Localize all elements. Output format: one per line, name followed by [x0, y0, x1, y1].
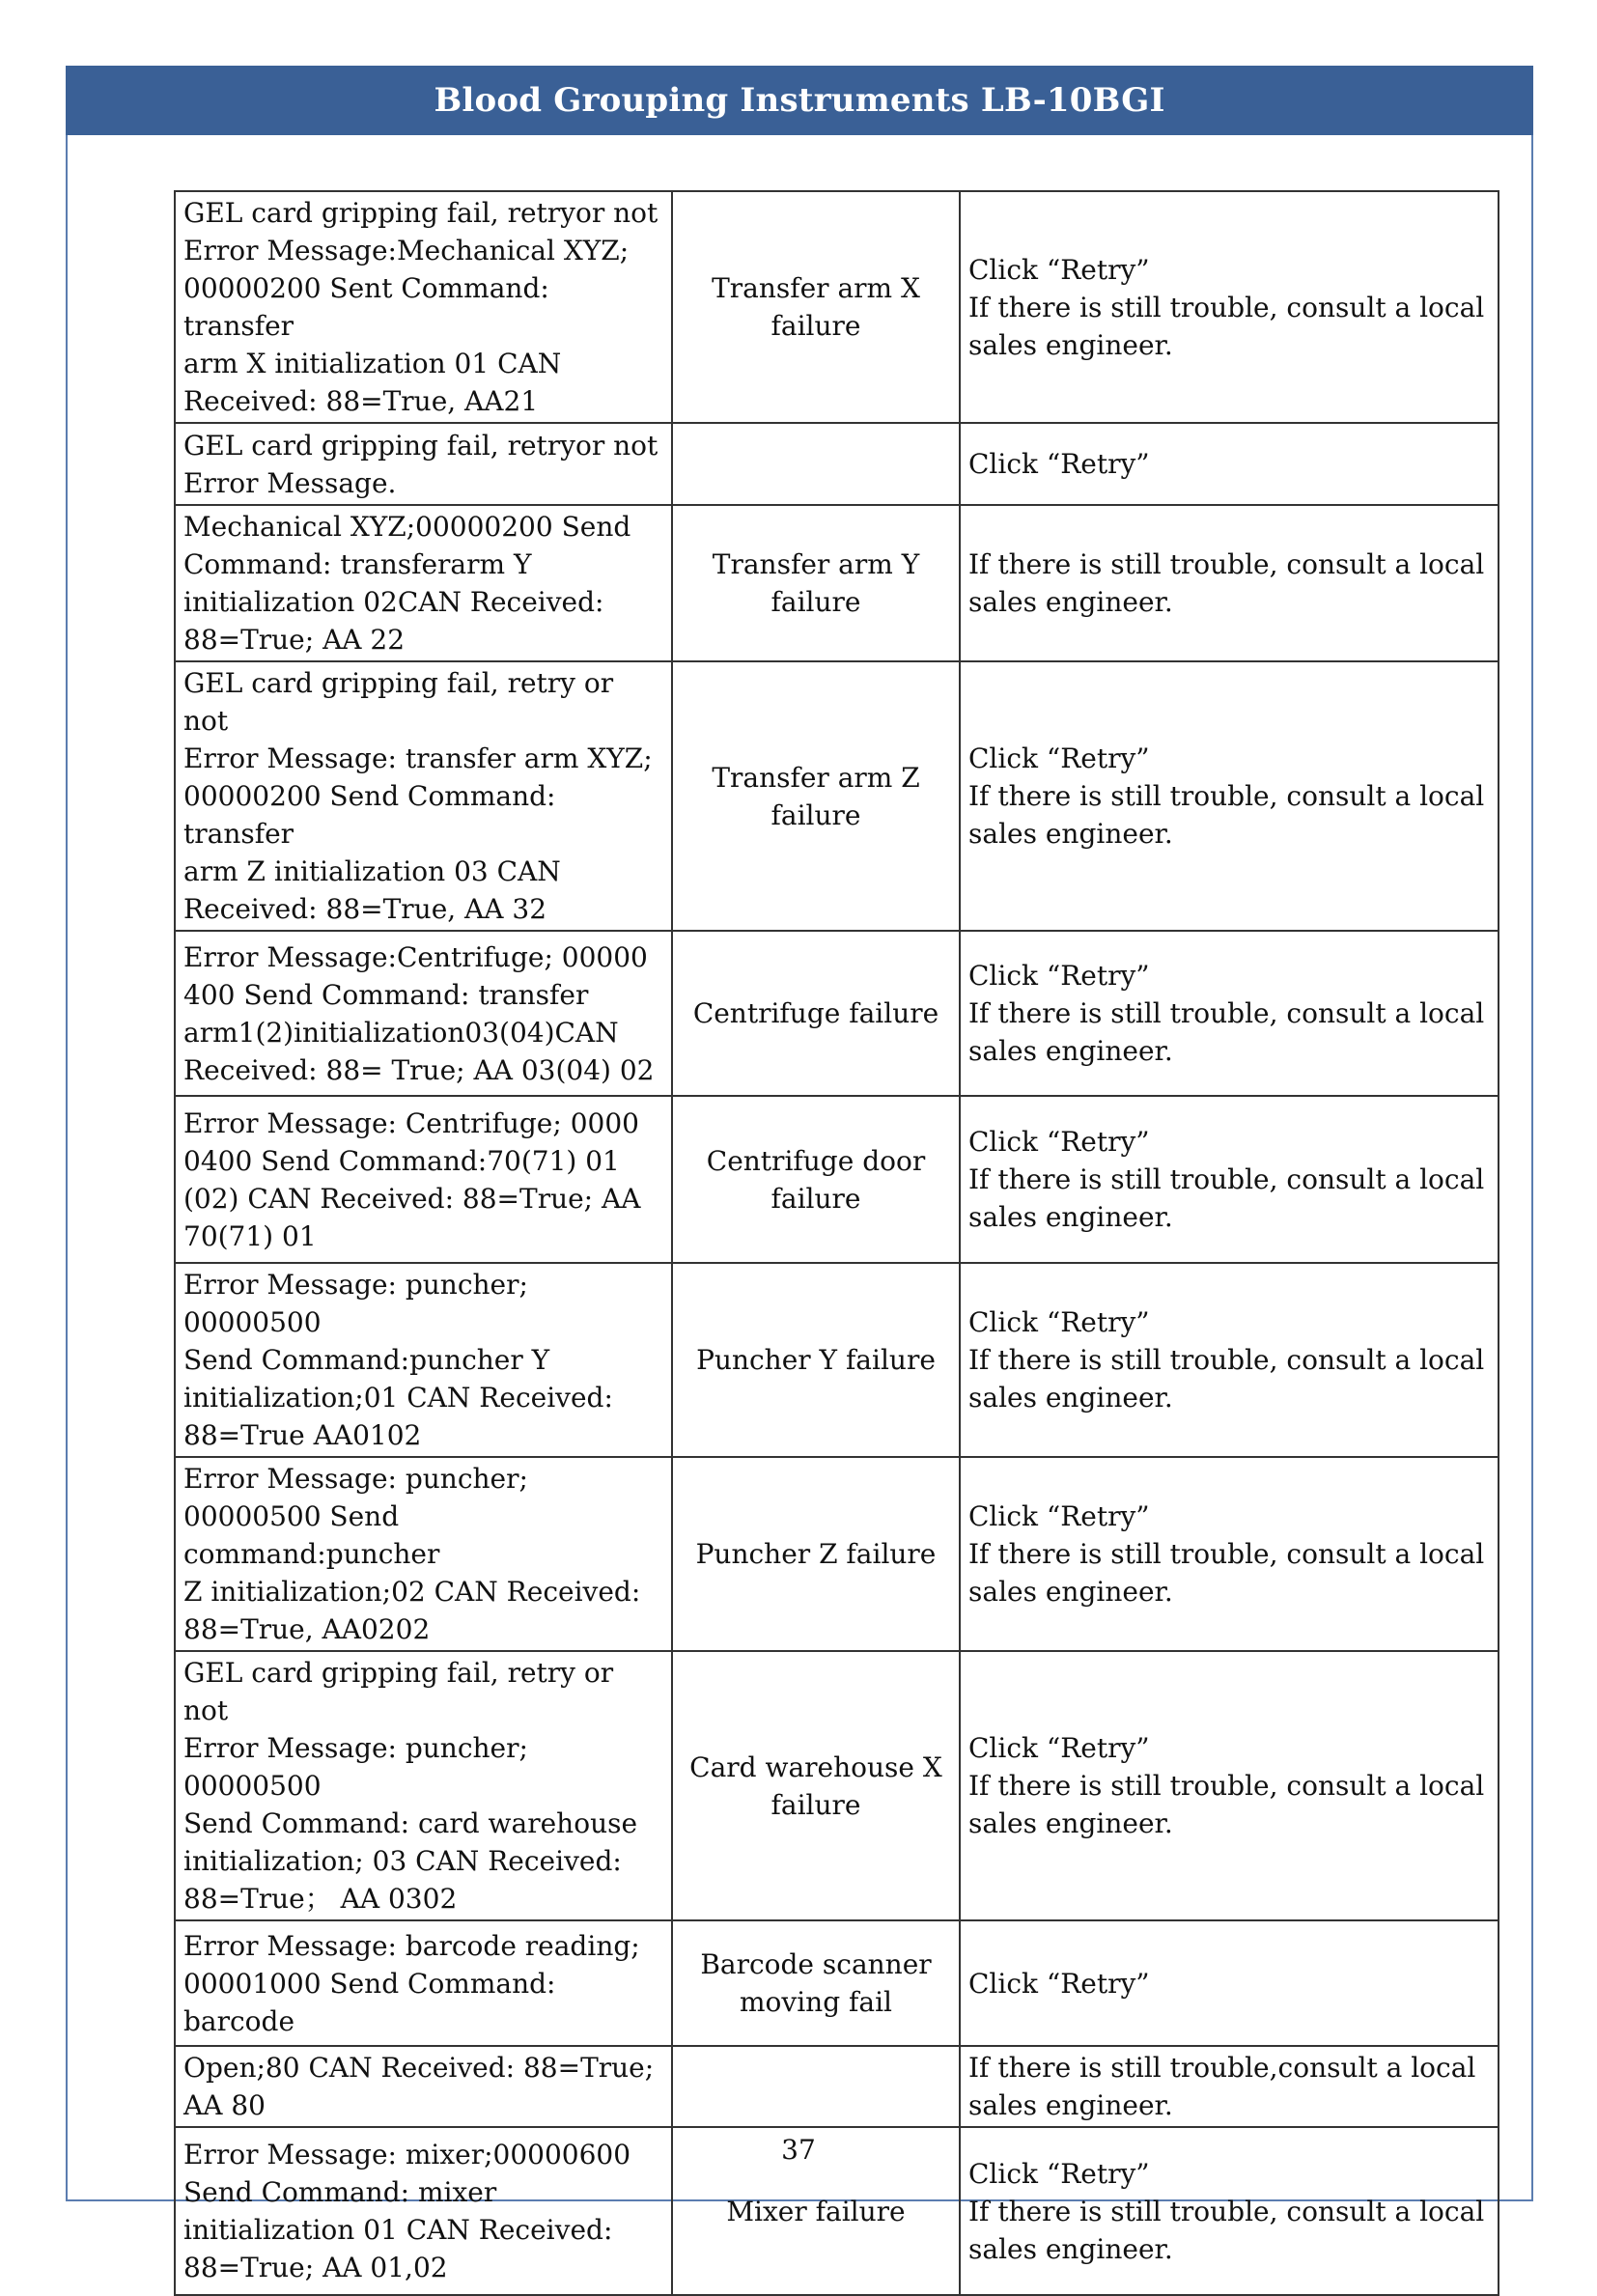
failure-cause-cell: Centrifuge failure [672, 931, 960, 1096]
error-message-cell: Open;80 CAN Received: 88=True; AA 80 [175, 2046, 672, 2127]
error-message-cell: GEL card gripping fail, retry or not Error Message: puncher; 00000500 Send Command: card warehouse initialization; 03 CAN Received: 88=True； AA 0302 [175, 1651, 672, 1920]
document-title: Blood Grouping Instruments LB-10BGI [434, 81, 1165, 120]
error-message-cell: GEL card gripping fail, retryor not Error Message. [175, 423, 672, 505]
error-message-cell: Error Message:Centrifuge; 00000 400 Send Command: transfer arm1(2)initialization03(04)CAN Received: 88= True; AA 03(04) 02 [175, 931, 672, 1096]
failure-cause-cell: Transfer arm Z failure [672, 661, 960, 931]
table-row [175, 1263, 1499, 1457]
table-row [175, 191, 1499, 423]
error-message-cell: Mechanical XYZ;00000200 Send Command: transferarm Y initialization 02CAN Received: 88=True; AA 22 [175, 505, 672, 661]
solution-cell: Click “Retry” If there is still trouble, consult a local sales engineer. [960, 1263, 1499, 1457]
error-message-cell: GEL card gripping fail, retry or not Error Message: transfer arm XYZ; 00000200 Send Command: transfer arm Z initialization 03 CAN Received: 88=True, AA 32 [175, 661, 672, 931]
solution-cell: Click “Retry” If there is still trouble, consult a local sales engineer. [960, 191, 1499, 423]
failure-cause-cell [672, 2046, 960, 2127]
error-message-cell: Error Message: puncher; 00000500 Send command:puncher Z initialization;02 CAN Received: 88=True, AA0202 [175, 1457, 672, 1651]
table-row [175, 2046, 1499, 2127]
solution-cell: Click “Retry” If there is still trouble, consult a local sales engineer. [960, 661, 1499, 931]
error-message-cell: Error Message: puncher; 00000500 Send Command:puncher Y initialization;01 CAN Received: 88=True AA0102 [175, 1263, 672, 1457]
header-bar [66, 66, 1533, 135]
error-message-cell: Error Message: Centrifuge; 0000 0400 Send Command:70(71) 01 (02) CAN Received: 88=True; AA 70(71) 01 [175, 1096, 672, 1263]
failure-cause-cell: Centrifuge door failure [672, 1096, 960, 1263]
page-number: 37 [781, 2134, 816, 2166]
error-message-cell: GEL card gripping fail, retryor not Error Message:Mechanical XYZ; 00000200 Sent Command: transfer arm X initialization 01 CAN Received: 88=True, AA21 [175, 191, 672, 423]
error-message-cell: Error Message: barcode reading; 00001000 Send Command: barcode [175, 1920, 672, 2046]
failure-cause-cell: Puncher Z failure [672, 1457, 960, 1651]
solution-cell: If there is still trouble,consult a local sales engineer. [960, 2046, 1499, 2127]
table-row [175, 1457, 1499, 1651]
solution-cell: If there is still trouble, consult a local sales engineer. [960, 505, 1499, 661]
failure-cause-cell [672, 423, 960, 505]
failure-cause-cell: Transfer arm X failure [672, 191, 960, 423]
table-row [175, 1651, 1499, 1920]
failure-cause-cell: Puncher Y failure [672, 1263, 960, 1457]
table-row [175, 1920, 1499, 2046]
failure-cause-cell: Barcode scanner moving fail [672, 1920, 960, 2046]
solution-cell: Click “Retry” [960, 1920, 1499, 2046]
failure-cause-cell: Mixer failure [672, 2127, 960, 2295]
solution-cell: Click “Retry” If there is still trouble, consult a local sales engineer. [960, 1096, 1499, 1263]
table-row [175, 661, 1499, 931]
table-row [175, 1096, 1499, 1263]
solution-cell: Click “Retry” If there is still trouble, consult a local sales engineer. [960, 2127, 1499, 2295]
failure-cause-cell: Card warehouse X failure [672, 1651, 960, 1920]
table-row [175, 931, 1499, 1096]
failure-cause-cell: Transfer arm Y failure [672, 505, 960, 661]
error-message-cell: Error Message: mixer;00000600 Send Command: mixer initialization 01 CAN Received: 88=True; AA 01,02 [175, 2127, 672, 2295]
table-row [175, 423, 1499, 505]
solution-cell: Click “Retry” [960, 423, 1499, 505]
table-row [175, 505, 1499, 661]
troubleshooting-table [174, 190, 1499, 2296]
solution-cell: Click “Retry” If there is still trouble, consult a local sales engineer. [960, 1457, 1499, 1651]
solution-cell: Click “Retry” If there is still trouble, consult a local sales engineer. [960, 931, 1499, 1096]
solution-cell: Click “Retry” If there is still trouble, consult a local sales engineer. [960, 1651, 1499, 1920]
